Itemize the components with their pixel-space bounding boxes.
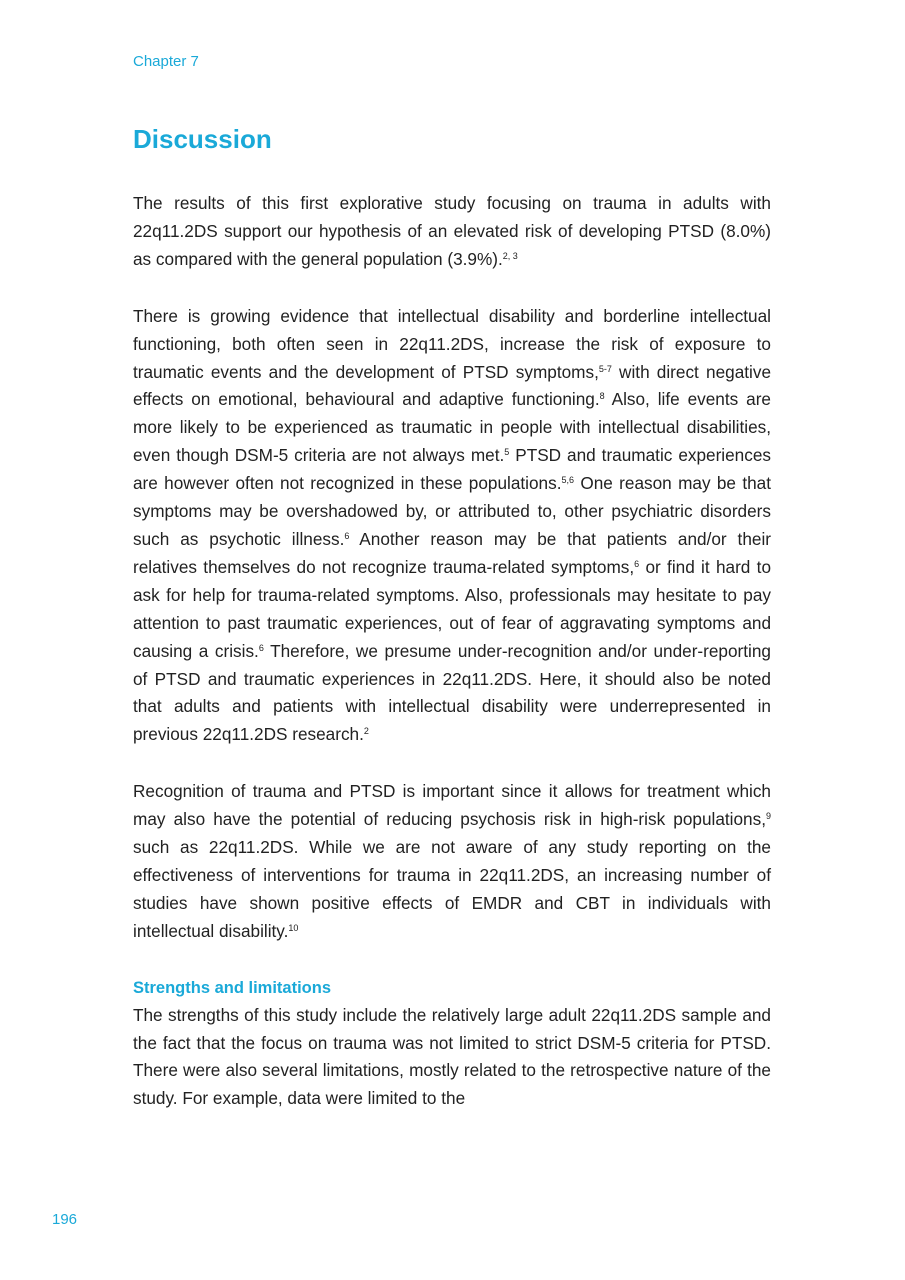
citation-superscript: 5 bbox=[504, 447, 510, 458]
citation-superscript: 6 bbox=[634, 558, 640, 569]
citation-superscript: 10 bbox=[288, 922, 299, 933]
text-run: PTSD and traumatic experiences are however often not recognized in these populations. bbox=[133, 445, 771, 494]
subsection-title: Strengths and limitations bbox=[133, 978, 332, 997]
subsection-paragraph: The strengths of this study include the relatively large adult 22q11.2DS sample and the fact that the focus on trauma was not limited to strict DSM-5 criteria for PTSD. There were also several limitations, mostly related to the retrospective nature of the study. For example, data were limited to the bbox=[133, 1004, 771, 1109]
paragraph bbox=[133, 190, 771, 274]
citation-superscript: 2, 3 bbox=[502, 250, 518, 261]
text-run: or find it hard to ask for help for trauma-related symptoms. Also, professionals may hesitate to pay attention to past traumatic experiences, out of fear of aggravating symptoms and causing a crisis. bbox=[133, 556, 771, 661]
text-run: There is growing evidence that intellectual disability and borderline intellectual functioning, both often seen in 22q11.2DS, increase the risk of exposure to traumatic events and the development of PTSD symptoms, bbox=[133, 305, 771, 382]
page-number: 196 bbox=[52, 1211, 78, 1228]
citation-superscript: 5,6 bbox=[561, 475, 575, 486]
text-run: The results of this first explorative study focusing on trauma in adults with 22q11.2DS support our hypothesis of an elevated risk of developing PTSD (8.0%) as compared with the general population (3.9%). bbox=[133, 193, 771, 269]
text-run: Therefore, we presume under-recognition and/or under-reporting of PTSD and traumatic experiences in 22q11.2DS. Here, it should also be noted that adults and patients with intellectual disability were underrepresented in previous 22q11.2DS research. bbox=[133, 640, 771, 745]
running-head: Chapter 7 bbox=[133, 53, 199, 70]
citation-superscript: 8 bbox=[599, 391, 605, 402]
text-run: One reason may be that symptoms may be overshadowed by, or attributed to, other psychiatric disorders such as psychotic illness. bbox=[133, 473, 771, 549]
citation-superscript: 6 bbox=[344, 530, 350, 541]
text-run: Also, life events are more likely to be experienced as traumatic in people with intellectual disabilities, even though DSM-5 criteria are not always met. bbox=[133, 389, 771, 466]
citation-superscript: 2 bbox=[363, 726, 369, 737]
text-run: such as 22q11.2DS. While we are not aware of any study reporting on the effectiveness of interventions for trauma in 22q11.2DS, an increasing number of studies have shown positive effects of EMDR and CBT in individuals with intellectual disability. bbox=[133, 837, 771, 941]
paragraph bbox=[133, 303, 771, 750]
citation-superscript: 9 bbox=[765, 811, 771, 822]
section-title: Discussion bbox=[133, 124, 272, 154]
text-run: Recognition of trauma and PTSD is important since it allows for treatment which may also have the potential of reducing psychosis risk in high-risk populations, bbox=[133, 781, 771, 830]
citation-superscript: 5-7 bbox=[598, 363, 612, 374]
paragraph bbox=[133, 778, 771, 945]
text-run: Another reason may be that patients and/or their relatives themselves do not recognize trauma-related symptoms, bbox=[133, 528, 771, 577]
citation-superscript: 6 bbox=[258, 642, 264, 653]
body-text bbox=[133, 190, 771, 1113]
text-run: with direct negative effects on emotional, behavioural and adaptive functioning. bbox=[133, 361, 771, 410]
